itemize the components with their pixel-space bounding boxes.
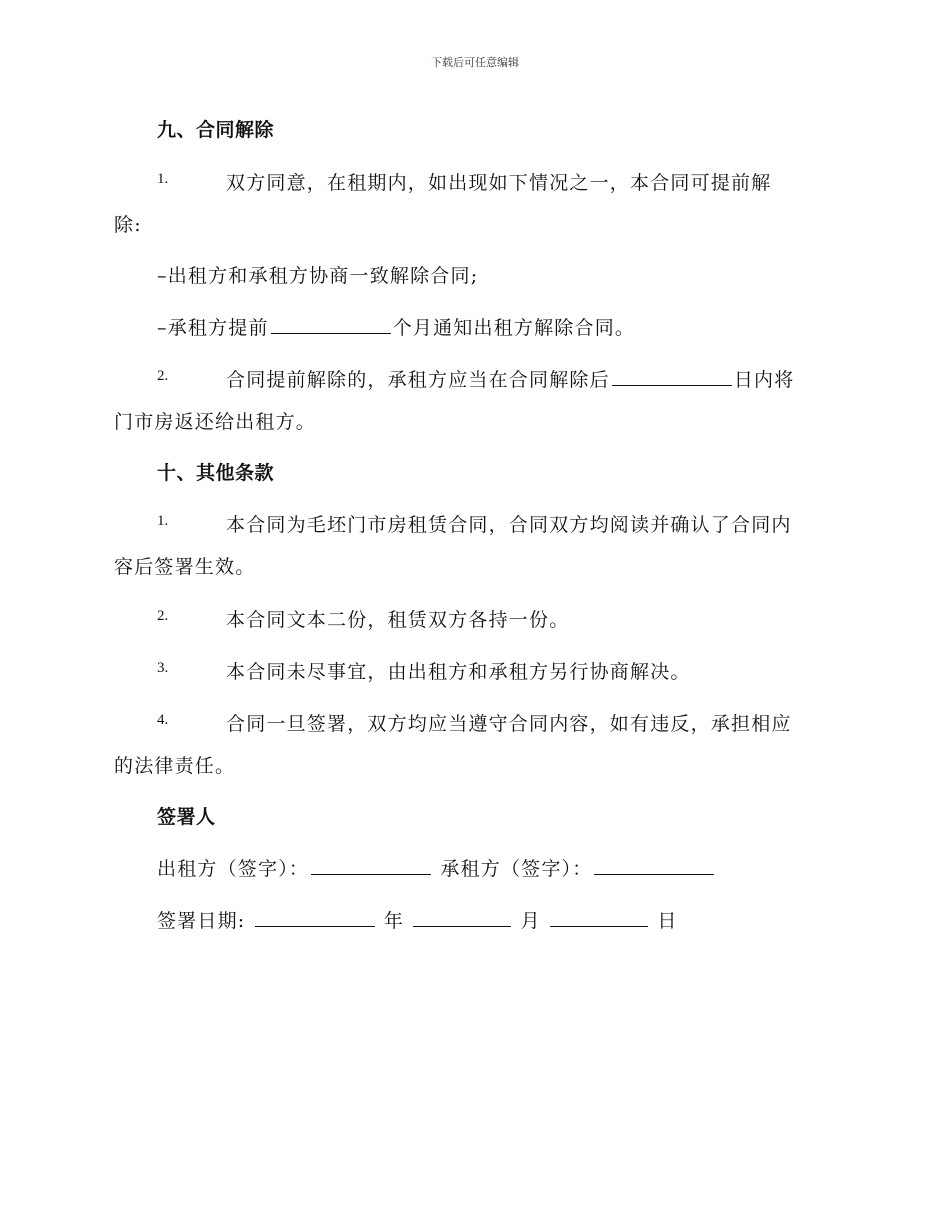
clause-9-2-prefix: 合同提前解除的，承租方应当在合同解除后 [226,369,610,391]
clause-9-1-condition-a: –出租方和承租方协商一致解除合同; [157,265,479,287]
clause-10-2-text: 本合同文本二份，租赁双方各持一份。 [226,609,570,631]
clause-9-2-text-cont: 门市房返还给出租方。 [114,411,317,433]
signing-date-label: 签署日期: [157,910,246,932]
clause-10-1-text: 本合同为毛坯门市房租赁合同，合同双方均阅读并确认了合同内 [226,514,792,536]
clause-9-1-number: 1. [157,171,169,187]
lessee-signature-blank [594,855,714,875]
condition-b-prefix: –承租方提前 [157,317,269,339]
clause-9-1-text-cont: 除: [114,214,142,236]
section-10-heading: 十、其他条款 [157,462,275,484]
clause-9-1-condition-b [157,313,635,340]
year-blank [255,907,375,927]
days-return-blank [612,366,732,386]
lessee-signature-label: 承租方（签字）： [440,858,593,880]
day-blank [550,907,648,927]
lessor-signature-label: 出租方（签字）： [157,858,310,880]
clause-10-2-number: 2. [157,608,169,624]
clause-10-1-number: 1. [157,513,169,529]
year-label: 年 [383,910,405,932]
condition-b-suffix: 个月通知出租方解除合同。 [392,317,636,339]
signature-line [157,854,716,881]
clause-10-4-text-cont: 的法律责任。 [114,755,236,777]
section-9-heading: 九、合同解除 [157,119,275,141]
clause-10-4-number: 4. [157,712,169,728]
signing-date-line [157,906,678,933]
header-note: 下载后可任意编辑 [431,56,519,69]
clause-10-4-text: 合同一旦签署，双方均应当遵守合同内容，如有违反，承担相应 [226,713,792,735]
clause-9-1-text: 双方同意，在租期内，如出现如下情况之一，本合同可提前解 [226,172,772,194]
clause-10-1-text-cont: 容后签署生效。 [114,556,256,578]
clause-10-3-text: 本合同未尽事宜，由出租方和承租方另行协商解决。 [226,661,691,683]
clause-10-3-number: 3. [157,660,169,676]
month-blank [413,907,511,927]
signature-heading: 签署人 [157,806,216,828]
lessor-signature-blank [311,855,431,875]
clause-9-2-text [226,365,794,392]
month-label: 月 [520,910,541,932]
day-label: 日 [657,910,678,932]
clause-9-2-suffix: 日内将 [733,369,795,391]
clause-9-2-number: 2. [157,368,169,384]
months-notice-blank [271,314,391,334]
